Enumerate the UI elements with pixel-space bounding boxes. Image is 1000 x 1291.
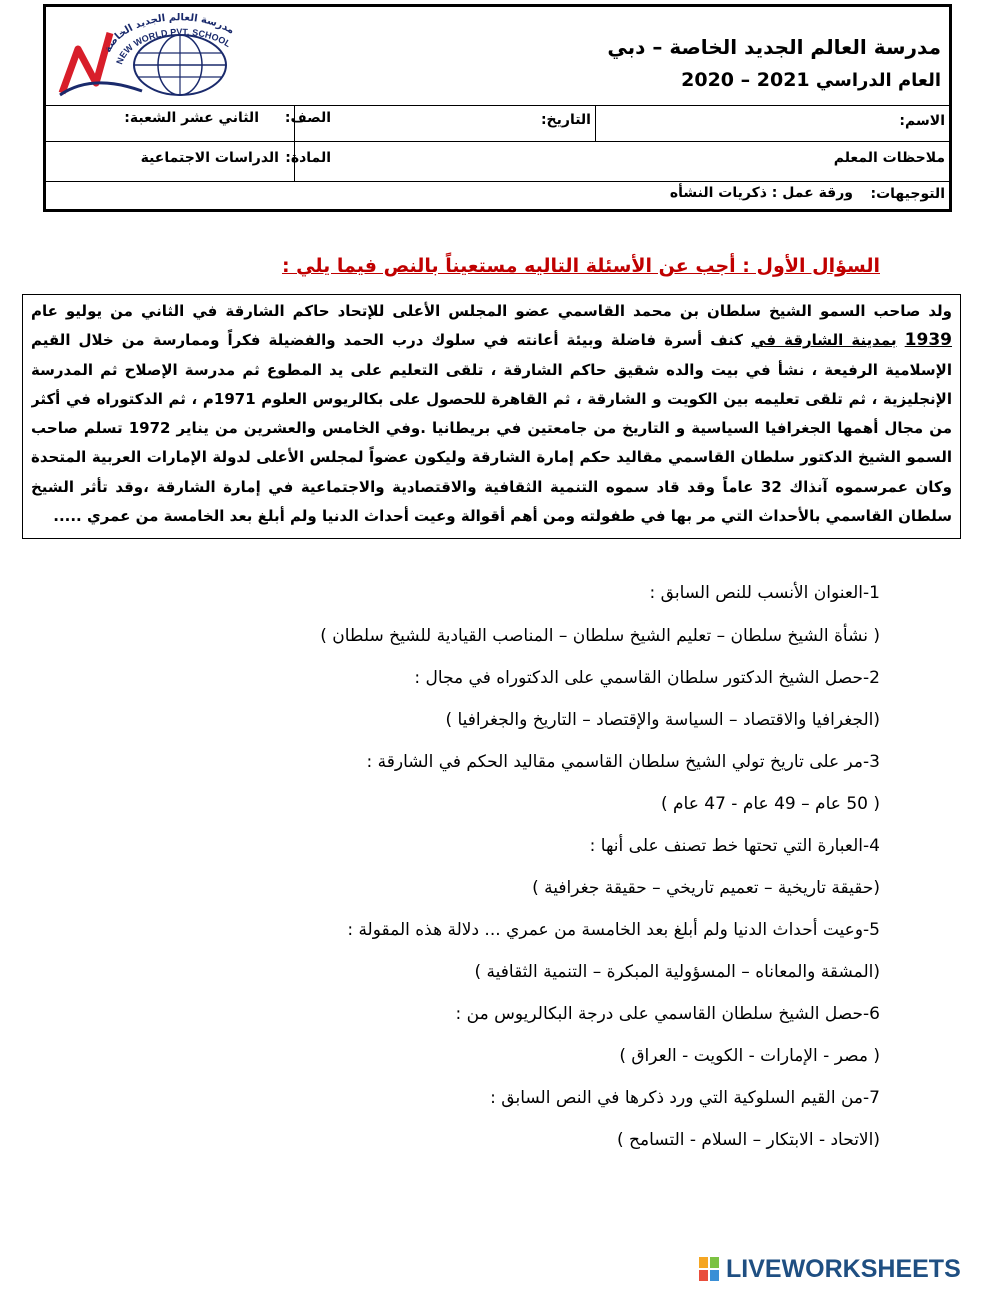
teacher-notes-field[interactable]: ملاحظات المعلم <box>833 150 945 166</box>
question-3-options[interactable]: ( 50 عام – 49 عام - 47 عام ) <box>660 794 880 814</box>
passage-year-1939: 1939 <box>904 330 952 351</box>
date-field[interactable]: التاريخ: <box>540 112 591 128</box>
question-5-options[interactable]: (المشقة والمعاناه – المسؤولية المبكرة – التنمية الثقافية ) <box>474 962 880 982</box>
passage-line: من مجال أهمها الجغرافيا السياسية و التاريخ من جامعتين في بريطانيا .وفي الخامس والعشرين من يناير 1972 تسلم صاحب <box>31 419 952 438</box>
question-7-text: 7-من القيم السلوكية التي ورد ذكرها في النص السابق : <box>490 1088 880 1108</box>
question-2-text: 2-حصل الشيخ الدكتور سلطان القاسمي على الدكتوراه في مجال : <box>414 668 880 688</box>
reading-passage <box>22 294 961 539</box>
question-1-text: 1-العنوان الأنسب للنص السابق : <box>649 583 880 603</box>
subject-value: الدراسات الاجتماعية <box>140 150 279 166</box>
instructions-label: التوجيهات: <box>870 186 945 202</box>
info-row-2 <box>46 141 949 182</box>
passage-line: السمو الشيخ الدكتور سلطان القاسمي مقاليد حكم إمارة الشارقة وليكون عضواً لمجلس الأعلى لدولة الإمارات العربية المتحدة <box>31 448 952 467</box>
question-5-text: 5-وعيت أحداث الدنيا ولم أبلغ بعد الخامسة من عمري ... دلالة هذه المقولة : <box>347 920 880 940</box>
passage-line: ولد صاحب السمو الشيخ سلطان بن محمد القاسمي عضو المجلس الأعلى للإتحاد حاكم الشارقة في الثاني من يوليو عام <box>31 302 952 320</box>
liveworksheets-logo[interactable] <box>698 1252 993 1286</box>
year-value: 2021 – 2020 <box>681 69 810 91</box>
class-value: الثاني عشر الشعبة: <box>124 110 259 126</box>
subject-label: المادة: <box>285 150 331 166</box>
question-3-text: 3-مر على تاريخ تولي الشيخ سلطان القاسمي مقاليد الحكم في الشارقة : <box>366 752 880 772</box>
instructions-value: ورقة عمل : ذكريات النشأه <box>669 185 853 201</box>
info-row-3 <box>46 181 949 212</box>
passage-line: الإنجليزية ، ثم تلقى تعليمه بين الكويت و الشارقة ، ثم القاهرة للحصول على بكالريوس العلوم 1971م ، ثم الدكتوراه في أكثر <box>31 389 952 408</box>
question-7-options[interactable]: (الاتحاد - الابتكار – السلام - التسامح ) <box>617 1130 880 1150</box>
passage-text: كنف أسرة فاضلة وبيئة أعانته في سلوك درب الحمد والفضيلة فكراً وممارسة من خلال القيم <box>31 331 743 350</box>
logo-arabic-text: مدرسة العالم الجديد الخاصة <box>102 13 237 55</box>
question-6-options[interactable]: ( مصر - الإمارات - الكويت - العراق ) <box>619 1046 880 1066</box>
passage-line: الإسلامية الرفيعة ، نشأ في بيت والده شقيق حاكم الشارقة ، تلقى التعليم على يد المطوع ثم مدرسة الإصلاح ثم المدرسة <box>31 360 952 379</box>
question-4-options[interactable]: (حقيقة تاريخية – تعميم تاريخي – حقيقة جغرافية ) <box>532 878 880 898</box>
academic-year <box>681 69 941 91</box>
passage-line: وكان عمرسموه آنذاك 32 عاماً وقد قاد سموه التنمية الثقافية والاقتصادية والاجتماعية في إمارة الشارقة ،وقد تأثر الشيخ <box>31 477 952 496</box>
question-2-options[interactable]: (الجغرافيا والاقتصاد – السياسة والإقتصاد – التاريخ والجغرافيا ) <box>445 710 880 730</box>
name-field[interactable]: الاسم: <box>899 113 945 129</box>
info-row-1 <box>46 105 949 142</box>
logo-english-text: NEW WORLD PVT. SCHOOL <box>114 26 233 66</box>
year-label: العام الدراسي <box>815 70 941 91</box>
school-logo <box>52 13 252 99</box>
liveworksheets-icon <box>698 1256 720 1282</box>
passage-line: سلطان القاسمي بالأحداث التي مر بها في طفولته ومن أهم أقوالة وعيت أحداث الدنيا ولم أبلغ بعد الخامسة من عمري ..... <box>53 507 952 526</box>
question-4-text: 4-العبارة التي تحتها خط تصنف على أنها : <box>589 836 880 856</box>
passage-line <box>31 326 952 355</box>
question-1-heading: السؤال الأول : أجب عن الأسئلة التاليه مستعيناً بالنص فيما يلي : <box>281 255 880 277</box>
passage-underlined-phrase: بمدينة الشارقة في <box>751 331 897 350</box>
header-top <box>46 7 949 106</box>
class-label: الصف: <box>284 110 331 126</box>
question-6-text: 6-حصل الشيخ سلطان القاسمي على درجة البكالريوس من : <box>455 1004 880 1024</box>
question-1-options[interactable]: ( نشأة الشيخ سلطان – تعليم الشيخ سلطان – المناصب القيادية للشيخ سلطان ) <box>320 626 880 646</box>
header-box <box>43 4 952 212</box>
brand-text: LIVEWORKSHEETS <box>726 1254 961 1283</box>
school-name: مدرسة العالم الجديد الخاصة – دبي <box>607 35 941 59</box>
